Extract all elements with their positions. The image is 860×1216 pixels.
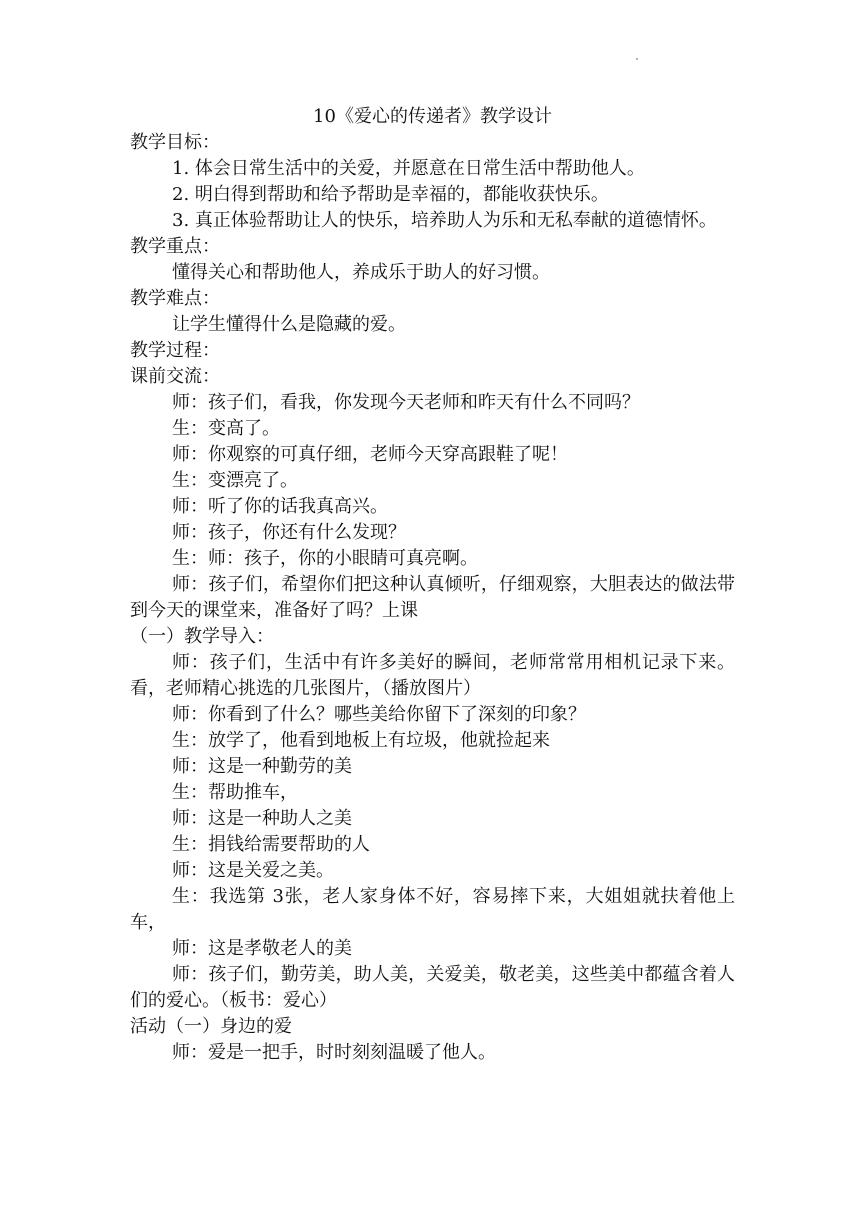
intro-heading: （一）教学导入： <box>130 626 274 647</box>
key-point-text: 懂得关心和帮助他人，养成乐于助人的好习惯。 <box>172 262 550 283</box>
dialogue-line: 师：这是一种助人之美 <box>172 808 352 829</box>
dialogue-line: 生：师：孩子，你的小眼睛可真亮啊。 <box>172 548 478 569</box>
dialogue-line: 生：帮助推车， <box>172 782 298 803</box>
dialogue-line: 师：孩子们，看我，你发现今天老师和昨天有什么不同吗？ <box>172 392 640 413</box>
document-title: 10《爱心的传递者》教学设计 <box>313 106 552 127</box>
dialogue-line: 师：孩子们，勤劳美，助人美，关爱美，敬老美，这些美中都蕴含着人们的爱心。（板书：爱心） <box>130 964 735 1011</box>
goal-item: 1. 体会日常生活中的关爱，并愿意在日常生活中帮助他人。 <box>172 158 645 179</box>
document-body <box>130 104 735 1066</box>
activity-heading: 活动（一）身边的爱 <box>130 1016 292 1037</box>
dialogue-line: 生：我选第 3张，老人家身体不好，容易摔下来，大姐姐就扶着他上车， <box>130 886 735 933</box>
dialogue-line: 师：这是孝敬老人的美 <box>172 938 352 959</box>
goal-item: 2. 明白得到帮助和给予帮助是幸福的，都能收获快乐。 <box>172 184 609 205</box>
dialogue-line: 师：你观察的可真仔细，老师今天穿高跟鞋了呢！ <box>172 444 568 465</box>
dialogue-line: 生：放学了，他看到地板上有垃圾，他就捡起来 <box>172 730 550 751</box>
dialogue-line: 师：这是关爱之美。 <box>172 860 334 881</box>
process-heading: 教学过程： <box>130 340 220 361</box>
dialogue-line: 生：捐钱给需要帮助的人 <box>172 834 370 855</box>
dialogue-line: 师：孩子，你还有什么发现？ <box>172 522 406 543</box>
warmup-heading: 课前交流： <box>130 366 220 387</box>
goals-heading: 教学目标： <box>130 132 220 153</box>
dialogue-line: 师：孩子们，生活中有许多美好的瞬间，老师常常用相机记录下来。看，老师精心挑选的几张图片，（播放图片） <box>130 652 735 699</box>
goal-item: 3. 真正体验帮助让人的快乐，培养助人为乐和无私奉献的道德情怀。 <box>172 210 717 231</box>
difficulty-heading: 教学难点： <box>130 288 220 309</box>
dialogue-line: 师：这是一种勤劳的美 <box>172 756 352 777</box>
dialogue-line: 师：爱是一把手，时时刻刻温暖了他人。 <box>172 1042 496 1063</box>
page-mark-dot <box>636 58 638 60</box>
difficulty-text: 让学生懂得什么是隐藏的爱。 <box>172 314 406 335</box>
dialogue-line: 生：变高了。 <box>172 418 280 439</box>
dialogue-line: 师：孩子们，希望你们把这种认真倾听，仔细观察，大胆表达的做法带到今天的课堂来，准备好了吗？上课 <box>130 574 735 621</box>
dialogue-line: 师：听了你的话我真高兴。 <box>172 496 388 517</box>
dialogue-line: 生：变漂亮了。 <box>172 470 298 491</box>
dialogue-line: 师：你看到了什么？哪些美给你留下了深刻的印象？ <box>172 704 586 725</box>
key-point-heading: 教学重点： <box>130 236 220 257</box>
